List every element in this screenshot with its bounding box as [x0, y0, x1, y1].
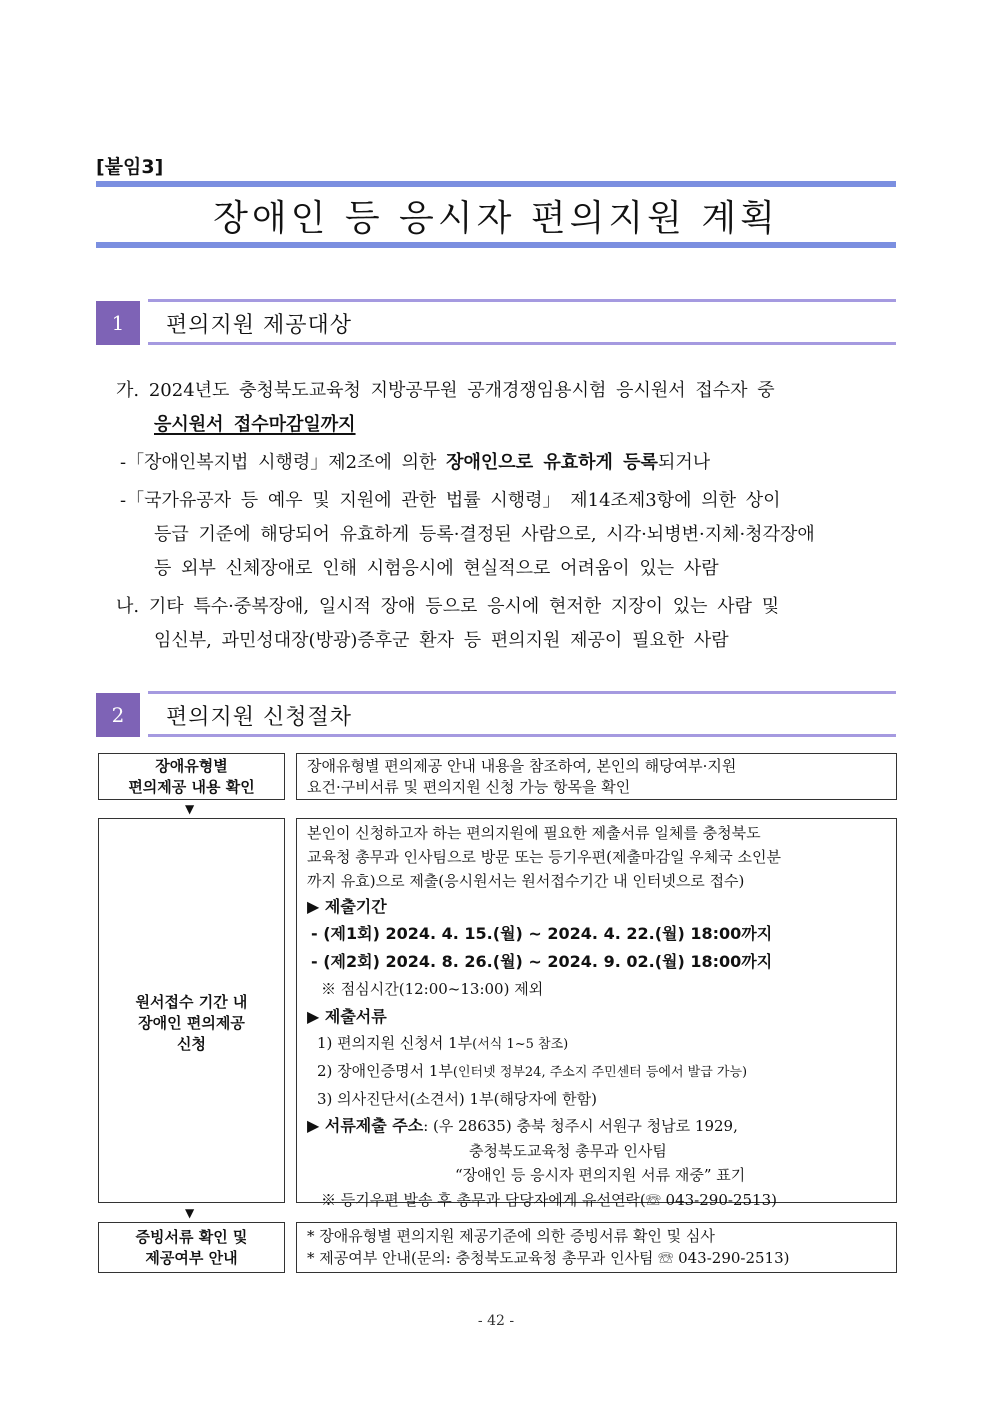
- title-rule-top: [96, 181, 896, 187]
- section-2-title: 편의지원 신청절차: [166, 705, 353, 730]
- section-2-line-top: [148, 691, 896, 694]
- page-title: 장애인 등 응시자 편의지원 계획: [213, 198, 779, 239]
- step-1-description: 장애유형별 편의제공 안내 내용을 참조하여, 본인의 해당여부·지원 요건·구비서류 및 편의지원 신청 가능 항목을 확인: [296, 753, 897, 800]
- section-1-line-bottom: [148, 342, 896, 345]
- address-line-1: ▶ 서류제출 주소: (우 28635) 충북 청주시 서원구 청남로 1929,: [307, 1116, 738, 1135]
- step-1-label: 장애유형별 편의제공 내용 확인: [98, 753, 285, 800]
- period-heading: ▶ 제출기간: [307, 897, 387, 916]
- section-1-title: 편의지원 제공대상: [166, 313, 353, 338]
- item-na-line1: 나. 기타 특수·중복장애, 일시적 장애 등으로 응시에 현저한 지장이 있는 사람 및: [116, 596, 780, 617]
- item-dash-2-line3: 등 외부 신체장애로 인해 시험응시에 현실적으로 어려움이 있는 사람: [154, 558, 719, 579]
- lunch-note: ※ 점심시간(12:00~13:00) 제외: [321, 980, 544, 998]
- item-dash-2-line1: -「국가유공자 등 예우 및 지원에 관한 법률 시행령」 제14조제3항에 의한 상이: [120, 490, 781, 511]
- period-round-1: - (제1회) 2024. 4. 15.(월) ~ 2024. 4. 22.(월) 18:00까지: [311, 924, 773, 943]
- item-na-line2: 임신부, 과민성대장(방광)증후군 환자 등 편의지원 제공이 필요한 사람: [154, 630, 729, 651]
- title-rule-bottom: [96, 242, 896, 248]
- section-1-body: [116, 374, 901, 658]
- document-3: 3) 의사진단서(소견서) 1부(해당자에 한함): [317, 1090, 598, 1108]
- item-dash-1: -「장애인복지법 시행령」제2조에 의한 장애인으로 유효하게 등록되거나: [120, 452, 711, 473]
- documents-heading: ▶ 제출서류: [307, 1007, 387, 1026]
- document-2: 2) 장애인증명서 1부(인터넷 정부24, 주소지 주민센터 등에서 발급 가능): [317, 1062, 748, 1080]
- period-round-2: - (제2회) 2024. 8. 26.(월) ~ 2024. 9. 02.(월) 18:00까지: [311, 952, 773, 971]
- item-ga-deadline: 응시원서 접수마감일까지: [154, 414, 356, 435]
- arrow-down-icon-2: ▼: [185, 1206, 195, 1220]
- item-dash-2-line2: 등급 기준에 해당되어 유효하게 등록·결정된 사람으로, 시각·뇌병변·지체·청각장애: [154, 524, 815, 545]
- step-2-description: 본인이 신청하고자 하는 편의지원에 필요한 제출서류 일체를 충청북도 교육청 총무과 인사팀으로 방문 또는 등기우편(제출마감일 우체국 소인분 까지 유효)으로 제출(응시원서는 원서접수기간 내 인터넷으로 접수) ▶ 제출기간 - (제1회) 2024. 4. 15.(월) ~ 2024. 4. 22.(월) 18:00까지 - (제2회) 2024. 8. 26.(월) ~ 2024. 9. 02.(월) 18:00까지 ※ 점심시간(12:00~13:00) 제외 ▶ 제출서류 1) 편의지원 신청서 1부(서식 1~5 참조) 2) 장애인증명서 1부(인터넷 정부24, 주소지 주민센터 등에서 발급 가능) 3) 의사진단서(소견서) 1부(해당자에 한함) ▶ 서류제출 주소: (우 28635) 충북 청주시 서원구 청남로 1929, 충청북도교육청 총무과 인사팀 “장애인 등 응시자 편의지원 서류 재중” 표기 ※ 등기우편 발송 후 총무과 담당자에게 유선연락(☏ 043-290-2513): [296, 818, 897, 1203]
- address-line-2: 충청북도교육청 총무과 인사팀: [469, 1142, 667, 1160]
- section-2-number: 2: [96, 693, 140, 737]
- section-1-number: 1: [96, 301, 140, 345]
- section-2-line-bottom: [148, 734, 896, 737]
- step-3-label: 증빙서류 확인 및 제공여부 안내: [98, 1222, 285, 1273]
- step-3-description: * 장애유형별 편의지원 제공기준에 의한 증빙서류 확인 및 심사 * 제공여부 안내(문의: 충청북도교육청 총무과 인사팀 ☏ 043-290-2513): [296, 1222, 897, 1273]
- mail-note: ※ 등기우편 발송 후 총무과 담당자에게 유선연락(☏ 043-290-2513): [321, 1191, 777, 1209]
- item-ga-line1: 가. 2024년도 충청북도교육청 지방공무원 공개경쟁임용시험 응시원서 접수자 중: [116, 380, 775, 401]
- attachment-tag: [붙임3]: [96, 156, 164, 178]
- document-1: 1) 편의지원 신청서 1부(서식 1~5 참조): [317, 1034, 569, 1052]
- step-2-label: 원서접수 기간 내 장애인 편의제공 신청: [98, 818, 285, 1203]
- arrow-down-icon: ▼: [185, 802, 195, 816]
- address-line-3: “장애인 등 응시자 편의지원 서류 재중” 표기: [455, 1166, 746, 1184]
- section-1-line-top: [148, 299, 896, 302]
- page-number: - 42 -: [477, 1313, 515, 1329]
